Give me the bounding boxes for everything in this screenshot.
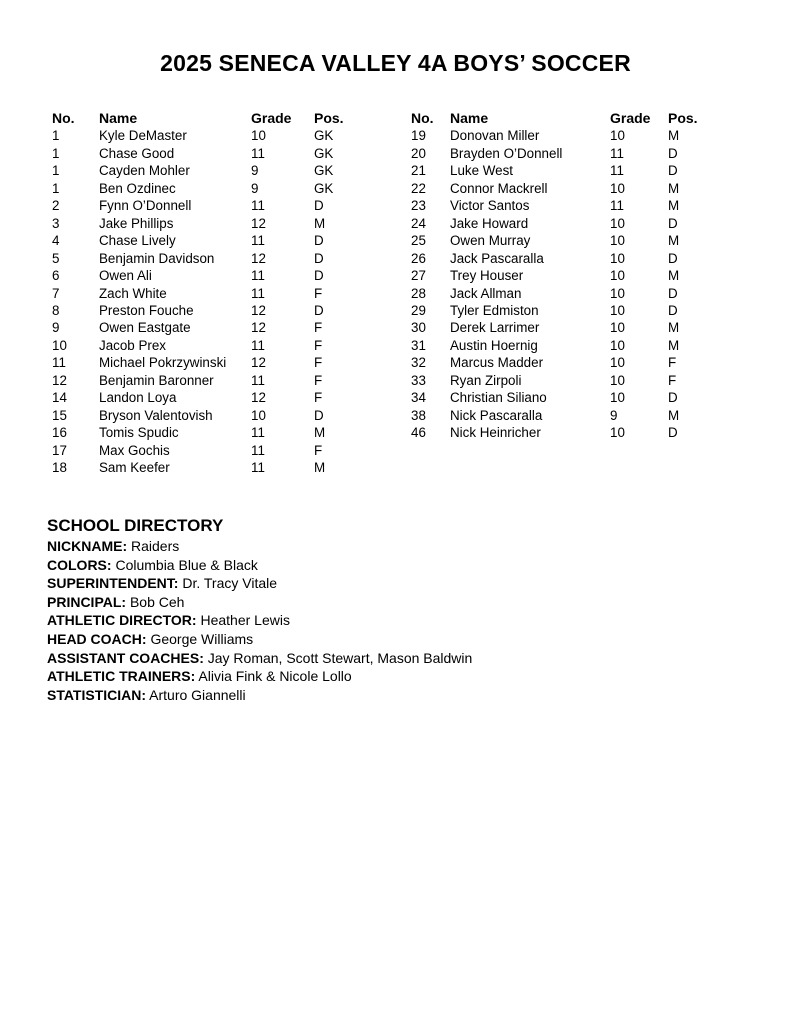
column-header-name: Name [99, 110, 138, 126]
player-grade: 10 [610, 180, 625, 196]
player-name: Owen Murray [450, 233, 531, 249]
player-grade: 12 [251, 320, 266, 336]
player-position: M [668, 198, 680, 214]
player-grade: 10 [610, 233, 625, 249]
player-position: M [668, 233, 680, 249]
directory-entry [47, 630, 472, 649]
table-row [52, 442, 354, 459]
player-name: Ryan Zirpoli [450, 372, 522, 388]
player-grade: 11 [251, 233, 265, 249]
directory-label: NICKNAME: [47, 538, 128, 554]
table-row [52, 127, 354, 144]
player-position: M [668, 180, 680, 196]
player-number: 33 [411, 372, 426, 388]
table-row [411, 215, 708, 232]
player-name: Chase Good [99, 145, 175, 161]
player-number: 38 [411, 407, 426, 423]
player-grade: 12 [251, 302, 266, 318]
player-number: 30 [411, 320, 426, 336]
table-row [52, 424, 354, 441]
directory-label: SUPERINTENDENT: [47, 575, 179, 592]
player-number: 16 [52, 425, 67, 441]
table-row [52, 197, 354, 214]
column-header-name: Name [450, 110, 489, 126]
table-row [52, 372, 354, 389]
player-number: 15 [52, 407, 67, 423]
player-number: 4 [52, 233, 60, 249]
roster-table-right [411, 110, 708, 442]
player-position: M [668, 407, 680, 423]
directory-value: Alivia Fink & Nicole Lollo [195, 668, 352, 685]
player-grade: 10 [610, 355, 625, 371]
player-grade: 10 [610, 337, 625, 353]
directory-value: Dr. Tracy Vitale [178, 575, 278, 592]
player-position: D [668, 302, 678, 318]
player-number: 31 [411, 337, 426, 353]
player-position: D [314, 250, 324, 266]
player-name: Nick Pascaralla [450, 407, 543, 423]
player-number: 2 [52, 198, 60, 214]
player-number: 6 [52, 268, 60, 284]
table-row [411, 354, 708, 371]
player-grade: 9 [610, 407, 618, 423]
player-number: 19 [411, 128, 426, 144]
player-name: Jack Allman [450, 285, 522, 301]
player-number: 8 [52, 302, 60, 318]
table-row [411, 285, 708, 302]
player-name: Jacob Prex [99, 337, 166, 353]
player-position: D [314, 407, 324, 423]
player-name: Landon Loya [99, 390, 177, 406]
directory-entry [47, 574, 472, 593]
player-number: 5 [52, 250, 60, 266]
player-number: 3 [52, 215, 60, 231]
player-number: 21 [411, 163, 426, 179]
player-name: Connor Mackrell [450, 180, 548, 196]
directory-entry [47, 537, 472, 556]
player-position: GK [314, 128, 334, 144]
player-number: 34 [411, 390, 426, 406]
player-number: 18 [52, 460, 67, 476]
player-name: Ben Ozdinec [99, 180, 176, 196]
player-position: F [668, 372, 677, 388]
player-grade: 9 [251, 163, 259, 179]
roster-header-row [411, 110, 708, 127]
player-name: Jake Phillips [99, 215, 174, 231]
player-grade: 12 [251, 215, 266, 231]
column-header-no: No. [52, 110, 75, 126]
table-row [411, 250, 708, 267]
table-row [411, 180, 708, 197]
column-header-grade: Grade [610, 110, 651, 126]
player-position: GK [314, 180, 334, 196]
player-grade: 10 [251, 128, 266, 144]
player-name: Owen Ali [99, 268, 152, 284]
directory-value: Arturo Giannelli [146, 686, 246, 703]
player-name: Benjamin Baronner [99, 372, 214, 388]
player-number: 1 [52, 128, 60, 144]
player-name: Max Gochis [99, 442, 170, 458]
table-row [411, 127, 708, 144]
player-position: GK [314, 163, 334, 179]
player-position: M [668, 337, 680, 353]
directory-entry [47, 667, 472, 686]
column-header-no: No. [411, 110, 434, 126]
player-number: 11 [52, 355, 66, 371]
player-position: D [314, 198, 324, 214]
player-name: Christian Siliano [450, 390, 547, 406]
player-position: F [314, 372, 323, 388]
player-grade: 10 [610, 320, 625, 336]
page-title: 2025 SENECA VALLEY 4A BOYS’ SOCCER [160, 50, 631, 76]
table-row [52, 407, 354, 424]
player-grade: 11 [251, 460, 265, 476]
table-row [411, 424, 708, 441]
player-name: Brayden O’Donnell [450, 145, 563, 161]
player-position: GK [314, 145, 334, 161]
player-grade: 11 [251, 285, 265, 301]
player-number: 1 [52, 163, 60, 179]
player-name: Austin Hoernig [450, 337, 538, 353]
table-row [52, 459, 354, 476]
player-name: Chase Lively [99, 233, 176, 249]
player-name: Nick Heinricher [450, 425, 541, 441]
player-name: Tyler Edmiston [450, 302, 539, 318]
column-header-pos: Pos. [314, 110, 344, 126]
player-grade: 10 [610, 215, 625, 231]
player-grade: 10 [610, 425, 625, 441]
table-row [52, 267, 354, 284]
player-number: 14 [52, 390, 67, 406]
player-name: Tomis Spudic [99, 425, 179, 441]
player-number: 46 [411, 425, 426, 441]
player-name: Marcus Madder [450, 355, 544, 371]
table-row [411, 302, 708, 319]
player-position: D [668, 425, 678, 441]
table-row [52, 354, 354, 371]
player-number: 22 [411, 180, 426, 196]
player-number: 24 [411, 215, 426, 231]
roster-table-left [52, 110, 354, 477]
player-position: M [668, 268, 680, 284]
player-grade: 10 [610, 285, 625, 301]
player-name: Preston Fouche [99, 302, 194, 318]
player-number: 20 [411, 145, 426, 161]
column-header-pos: Pos. [668, 110, 698, 126]
table-row [52, 285, 354, 302]
player-name: Victor Santos [450, 198, 530, 214]
player-name: Benjamin Davidson [99, 250, 215, 266]
player-grade: 9 [251, 180, 259, 196]
player-position: F [314, 337, 323, 353]
player-grade: 10 [610, 250, 625, 266]
player-grade: 11 [251, 442, 265, 458]
player-position: D [668, 250, 678, 266]
player-number: 27 [411, 268, 426, 284]
player-position: D [668, 163, 678, 179]
player-name: Donovan Miller [450, 128, 540, 144]
table-row [52, 319, 354, 336]
table-row [411, 389, 708, 406]
table-row [411, 145, 708, 162]
table-row [411, 319, 708, 336]
player-number: 32 [411, 355, 426, 371]
player-grade: 10 [610, 128, 625, 144]
roster-header-row [52, 110, 354, 127]
player-position: D [668, 285, 678, 301]
player-grade: 11 [251, 145, 265, 161]
player-grade: 11 [610, 198, 624, 214]
table-row [411, 162, 708, 179]
player-position: M [668, 128, 680, 144]
directory-value: Jay Roman, Scott Stewart, Mason Baldwin [203, 649, 473, 666]
player-number: 1 [52, 145, 60, 161]
player-grade: 12 [251, 390, 266, 406]
player-grade: 11 [251, 198, 265, 214]
player-name: Derek Larrimer [450, 320, 540, 336]
player-position: F [314, 285, 323, 301]
player-name: Jake Howard [450, 215, 529, 231]
player-grade: 12 [251, 355, 266, 371]
table-row [52, 250, 354, 267]
column-header-grade: Grade [251, 110, 292, 126]
player-position: D [668, 390, 678, 406]
player-name: Fynn O’Donnell [99, 198, 192, 214]
player-grade: 11 [251, 268, 265, 284]
directory-entry [47, 611, 472, 630]
player-number: 25 [411, 233, 426, 249]
player-name: Trey Houser [450, 268, 524, 284]
directory-value: Bob Ceh [126, 593, 185, 610]
player-position: F [314, 442, 323, 458]
table-row [52, 302, 354, 319]
table-row [411, 372, 708, 389]
player-name: Owen Eastgate [99, 320, 191, 336]
player-grade: 11 [610, 163, 624, 179]
table-row [52, 232, 354, 249]
table-row [411, 267, 708, 284]
table-row [52, 180, 354, 197]
directory-entry [47, 593, 472, 612]
table-row [52, 389, 354, 406]
directory-label: STATISTICIAN: [47, 686, 147, 703]
directory-label: ASSISTANT COACHES: [47, 649, 204, 666]
school-directory [47, 516, 472, 704]
player-position: F [314, 390, 323, 406]
player-position: M [314, 425, 326, 441]
player-number: 23 [411, 198, 426, 214]
player-position: M [668, 320, 680, 336]
player-name: Cayden Mohler [99, 163, 190, 179]
player-number: 9 [52, 320, 60, 336]
directory-value: Heather Lewis [196, 612, 290, 629]
player-number: 7 [52, 285, 60, 301]
table-row [411, 232, 708, 249]
player-grade: 11 [251, 425, 265, 441]
player-grade: 10 [610, 390, 625, 406]
player-name: Jack Pascaralla [450, 250, 544, 266]
player-position: F [314, 355, 323, 371]
player-position: M [314, 460, 326, 476]
player-name: Kyle DeMaster [99, 128, 187, 144]
player-position: F [314, 320, 323, 336]
player-grade: 12 [251, 250, 266, 266]
player-grade: 11 [251, 372, 265, 388]
player-position: F [668, 355, 677, 371]
directory-heading: SCHOOL DIRECTORY [47, 516, 224, 535]
player-name: Bryson Valentovish [99, 407, 213, 423]
player-grade: 10 [251, 407, 266, 423]
table-row [411, 197, 708, 214]
player-number: 29 [411, 302, 426, 318]
player-grade: 11 [610, 145, 624, 161]
directory-label: ATHLETIC TRAINERS: [47, 668, 196, 685]
player-position: M [314, 215, 326, 231]
player-number: 10 [52, 337, 67, 353]
directory-label: HEAD COACH: [47, 630, 147, 647]
player-grade: 11 [251, 337, 265, 353]
directory-label: PRINCIPAL: [47, 593, 127, 610]
player-name: Michael Pokrzywinski [99, 355, 227, 371]
directory-label: ATHLETIC DIRECTOR: [47, 612, 197, 629]
player-grade: 10 [610, 268, 625, 284]
directory-entry [47, 686, 472, 705]
directory-entry [47, 556, 472, 575]
player-number: 28 [411, 285, 426, 301]
player-name: Luke West [450, 163, 514, 179]
table-row [52, 162, 354, 179]
directory-entry [47, 649, 472, 668]
directory-value: Columbia Blue & Black [111, 556, 258, 573]
player-position: D [314, 268, 324, 284]
directory-value: Raiders [127, 538, 180, 554]
table-row [52, 145, 354, 162]
player-position: D [668, 145, 678, 161]
player-position: D [314, 233, 324, 249]
table-row [411, 407, 708, 424]
table-row [52, 337, 354, 354]
player-name: Sam Keefer [99, 460, 170, 476]
table-row [411, 337, 708, 354]
player-position: D [668, 215, 678, 231]
player-number: 1 [52, 180, 60, 196]
table-row [52, 215, 354, 232]
player-number: 17 [52, 442, 67, 458]
player-number: 12 [52, 372, 67, 388]
player-grade: 10 [610, 302, 625, 318]
player-number: 26 [411, 250, 426, 266]
directory-value: George Williams [146, 630, 254, 647]
directory-label: COLORS: [47, 556, 112, 573]
player-position: D [314, 302, 324, 318]
player-name: Zach White [99, 285, 167, 301]
player-grade: 10 [610, 372, 625, 388]
